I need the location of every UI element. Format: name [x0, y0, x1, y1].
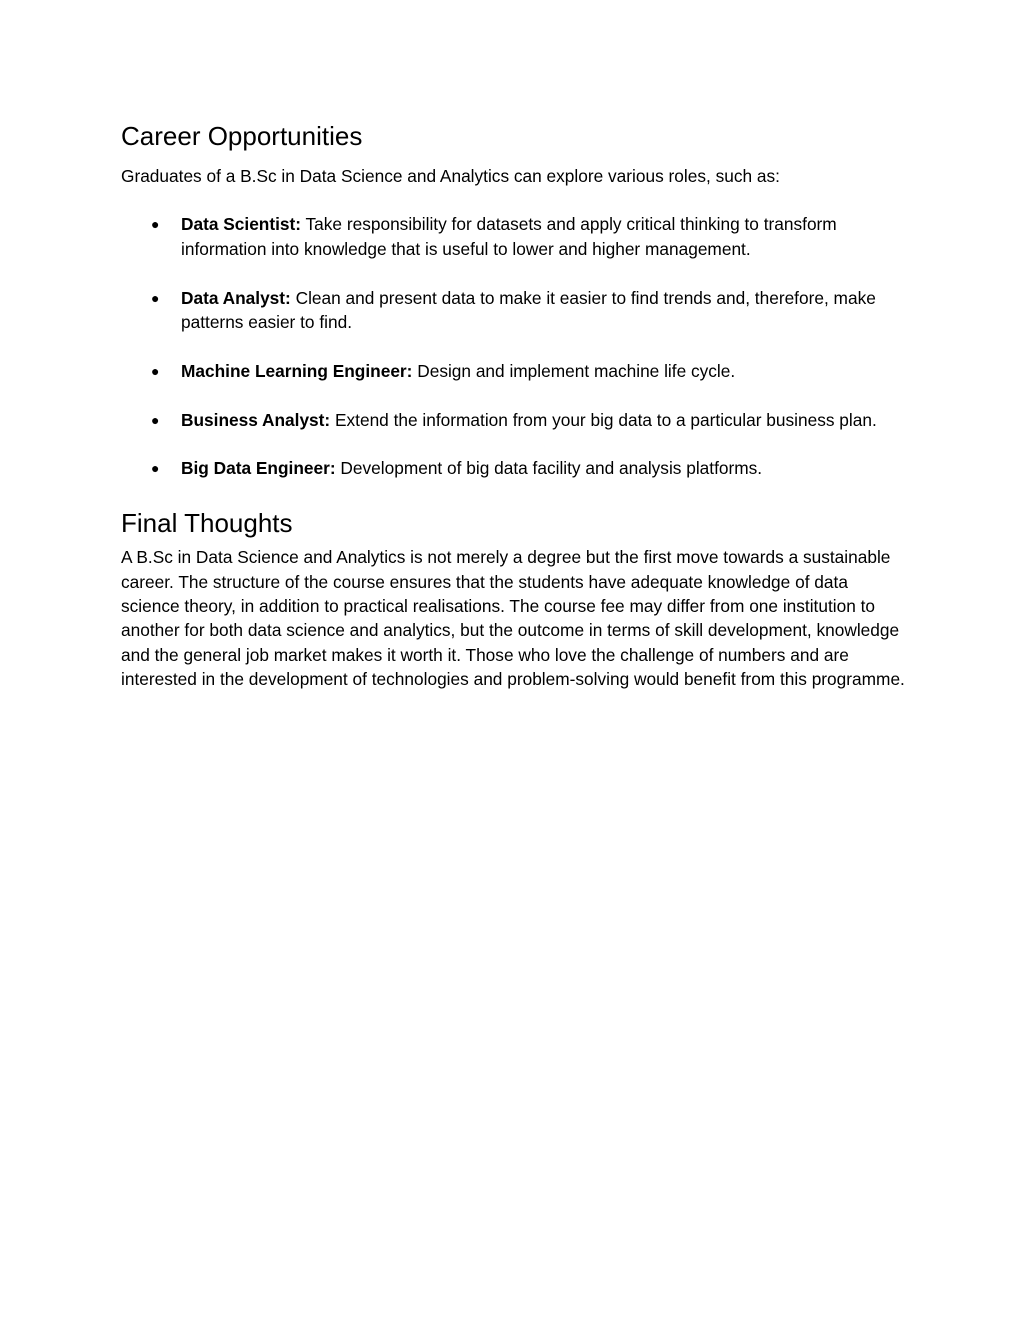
career-intro: Graduates of a B.Sc in Data Science and Analytics can explore various roles, such as:	[121, 166, 780, 186]
career-heading: Career Opportunities	[121, 121, 363, 151]
role-description: Design and implement machine life cycle.	[412, 360, 736, 381]
bullet-icon: ●	[151, 411, 160, 428]
list-item	[121, 212, 906, 261]
list-item	[121, 286, 906, 335]
bullet-icon: ●	[151, 216, 160, 233]
role-description: Take responsibility for datasets and apply critical thinking to transform information into knowledge that is useful to lower and higher management.	[181, 214, 837, 259]
role-description: Development of big data facility and analysis platforms.	[335, 458, 763, 479]
role-title: Data Analyst:	[181, 287, 291, 308]
role-description: Clean and present data to make it easier to find trends and, therefore, make patterns easier to find.	[181, 287, 876, 333]
list-item	[121, 456, 906, 480]
roles-list	[121, 212, 906, 480]
list-item	[121, 408, 906, 432]
role-title: Machine Learning Engineer:	[181, 360, 413, 381]
role-description: Extend the information from your big data to a particular business plan.	[330, 409, 877, 430]
final-paragraph: A B.Sc in Data Science and Analytics is not merely a degree but the first move towards a sustainable career. The structure of the course ensures that the students have adequate knowledge of data science theory, in addition to practical realisations. The course fee may differ from one institution to another for both data science and analytics, but the outcome in terms of skill development, knowledge and the general job market makes it worth it. Those who love the challenge of numbers and are interested in the development of technologies and problem-solving would benefit from this programme.	[121, 547, 905, 690]
bullet-icon: ●	[151, 289, 160, 306]
document-page	[121, 118, 906, 692]
role-title: Big Data Engineer:	[181, 458, 336, 479]
role-title: Data Scientist:	[181, 214, 302, 235]
final-heading: Final Thoughts	[121, 508, 293, 539]
list-item	[121, 359, 906, 383]
bullet-icon: ●	[151, 460, 160, 477]
bullet-icon: ●	[151, 362, 160, 379]
role-title: Business Analyst:	[181, 409, 331, 430]
